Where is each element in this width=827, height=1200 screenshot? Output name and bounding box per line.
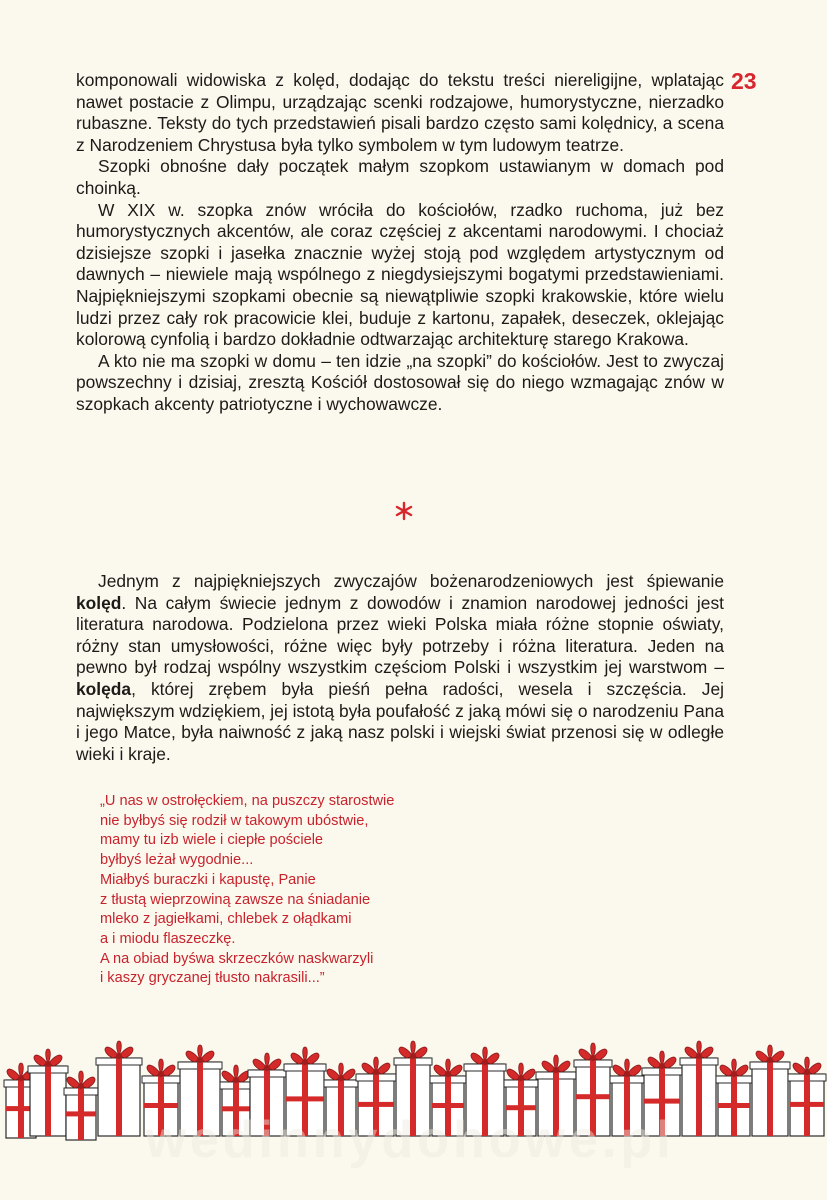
paragraph: W XIX w. szopka znów wróciła do kościołów, rzadko ruchoma, już bez humorystycznych akcentów, ale coraz częściej z akcentami narodowymi. I chociaż dzisiejsze szopki i jasełka znacznie wyżej stoją pod względem artystycznym od dawnych – niewiele mają wspólnego z niegdysiejszymi bogatymi przedstawieniami. Najpiękniejszymi szopkami obecnie są niewątpliwie szopki krakowskie, które wielu ludzi przez cały rok pracowicie klei, buduje z kartonu, zapałek, deseczek, oklejając kolorową cynfolią i bardzo dokładnie odtwarzając architekturę starego Krakowa. — [76, 199, 724, 350]
text-block-szopki — [76, 70, 724, 416]
gift-box-icon — [788, 1057, 826, 1136]
bold-term: kolęd — [76, 592, 122, 613]
watermark: wedinnydohowe.pl — [145, 1111, 675, 1169]
verse-line: mamy tu izb wiele i ciepłe pościele — [100, 832, 324, 849]
text-run: Jednym z najpiękniejszych zwyczajów bożenarodzeniowych jest śpiewanie — [98, 571, 724, 591]
verse-line: „U nas w ostrołęckiem, na puszczy starostwie — [100, 793, 395, 809]
bold-term: kolęda — [76, 678, 132, 699]
verse-line: A na obiad byśwa skrzeczków naskwarzyli — [100, 950, 374, 967]
page-number: 23 — [731, 68, 757, 94]
text-run: . Na całym świecie jednym z dowodów i znamion narodowej jedności jest literatura narodowa. Podzielona przez wieki Polska miała różne stopnie oświaty, różny stan umysłowości, różne więc były potrzeby i różna literatura. Jeden na pewno był rodzaj wspólny wszystkim częściom Polski i wszystkim jej warstwom – — [76, 592, 724, 678]
paragraph: komponowali widowiska z kolęd, dodając do tekstu treści niereligijne, wplatając nawet postacie z Olimpu, urządzając scenki rodzajowe, humorystyczne, nierzadko rubaszne. Teksty do tych przedstawień pisali bardzo często sami kolędnicy, a scena z Narodzeniem Chrystusa była tylko symbolem w tym ludowym teatrze. — [76, 70, 724, 155]
paragraph — [76, 571, 724, 765]
verse-line: byłbyś leżał wygodnie... — [100, 852, 254, 869]
gift-box-icon — [750, 1045, 790, 1136]
verse-line: z tłustą wieprzowiną zawsze na śniadanie — [100, 891, 371, 908]
verse-line: nie byłbyś się rodził w takowym ubóstwie, — [100, 812, 369, 829]
gift-box-icon — [64, 1071, 98, 1140]
verse-line: Miałbyś buraczki i kapustę, Panie — [100, 871, 316, 888]
text-run: , której zrębem była pieśń pełna radości, wesela i szczęścia. Jej największym wdziękiem, jej istotą była poufałość z jaką mówi się o narodzeniu Pana i jego Matce, była naiwność z jaką nasz polski i wiejski świat przenosi się w odległe wieki i kraje. — [76, 678, 724, 764]
asterisk-divider-icon — [393, 500, 415, 522]
paragraph: Szopki obnośne dały początek małym szopkom ustawianym w domach pod choinką. — [76, 156, 724, 198]
verse-line: mleko z jagiełkami, chlebek z ołądkami — [100, 911, 352, 928]
verse-line: a i miodu flaszeczkę. — [100, 930, 236, 947]
verse-line: i kaszy gryczanej tłusto nakrasili...” — [100, 970, 325, 987]
gift-box-icon — [28, 1049, 68, 1136]
paragraph: A kto nie ma szopki w domu – ten idzie „na szopki” do kościołów. Jest to zwyczaj powszechny i dzisiaj, zresztą Kościół dostosował się do niego wzmagając znów w szopkach akcenty patriotyczne i wychowawcze. — [76, 350, 724, 414]
gift-box-icon — [716, 1059, 752, 1136]
carol-verse — [100, 792, 520, 989]
text-block-koledy — [76, 571, 724, 765]
